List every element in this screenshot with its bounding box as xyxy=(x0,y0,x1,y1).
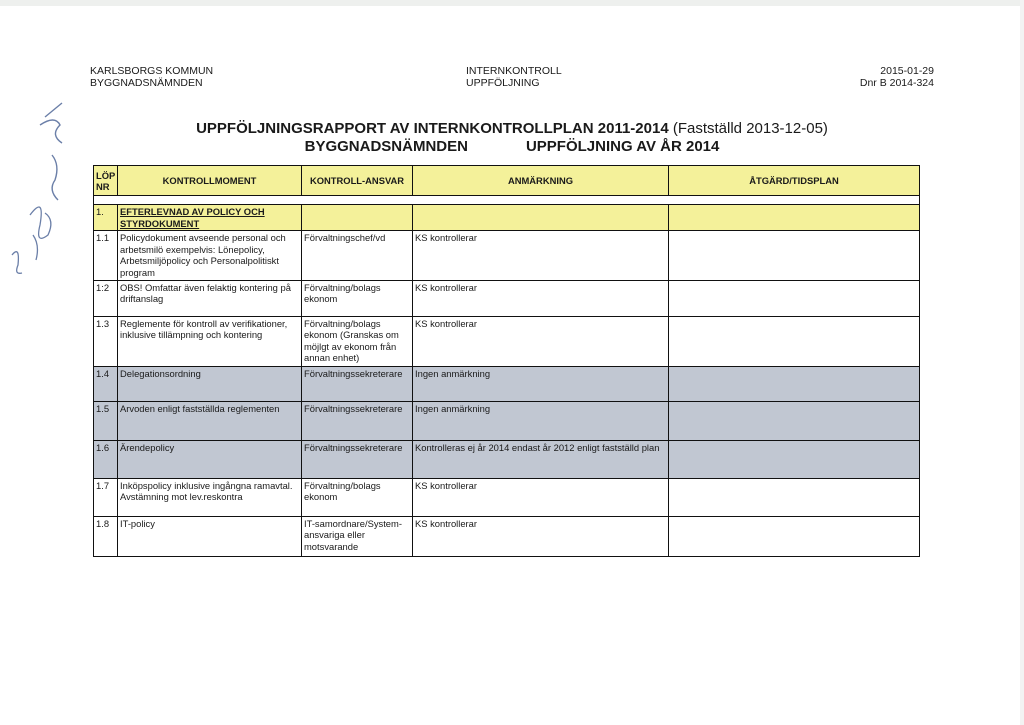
row-anmarkning: KS kontrollerar xyxy=(413,516,669,556)
row-nr: 1.4 xyxy=(94,366,118,401)
row-moment: Reglemente för kontroll av verifikationer, inklusive tillämpning och kontering xyxy=(118,316,302,366)
col-header-nr: LÖP NR xyxy=(94,166,118,196)
row-anmarkning: Ingen anmärkning xyxy=(413,401,669,440)
page-top-edge xyxy=(0,0,1024,6)
row-nr: 1.8 xyxy=(94,516,118,556)
row-moment: Arvoden enligt fastställda reglementen xyxy=(118,401,302,440)
row-anmarkning: KS kontrollerar xyxy=(413,316,669,366)
row-moment: Delegationsordning xyxy=(118,366,302,401)
org-unit: BYGGNADSNÄMNDEN xyxy=(90,77,203,89)
row-anmarkning: KS kontrollerar xyxy=(413,280,669,316)
row-ansvar: Förvaltningssekreterare xyxy=(302,401,413,440)
row-ansvar: Förvaltning/bolags ekonom (Granskas om möjlgt av ekonom från annan enhet) xyxy=(302,316,413,366)
title-adopted-date: (Fastställd 2013-12-05) xyxy=(668,120,828,137)
table-row xyxy=(94,231,920,280)
row-anmarkning: Ingen anmärkning xyxy=(413,366,669,401)
doc-number: Dnr B 2014-324 xyxy=(859,77,934,89)
col-header-ansvar: KONTROLL-ANSVAR xyxy=(302,166,413,196)
table-row xyxy=(94,366,920,401)
col-header-atgard: ÅTGÄRD/TIDSPLAN xyxy=(669,166,920,196)
row-ansvar: Förvaltningssekreterare xyxy=(302,440,413,478)
org-name: KARLSBORGS KOMMUN xyxy=(90,65,214,77)
row-atgard xyxy=(669,401,920,440)
row-ansvar: Förvaltningssekreterare xyxy=(302,366,413,401)
row-atgard xyxy=(669,440,920,478)
col-header-moment: KONTROLLMOMENT xyxy=(118,166,302,196)
row-anmarkning: KS kontrollerar xyxy=(413,231,669,280)
handwritten-signature xyxy=(0,95,80,695)
table-row xyxy=(94,478,920,516)
section-label: EFTERLEVNAD AV POLICY OCH STYRDOKUMENT xyxy=(118,205,302,231)
table-header-row xyxy=(94,166,920,196)
page-title xyxy=(0,120,1024,156)
row-anmarkning: Kontrolleras ej år 2014 endast år 2012 enligt fastställd plan xyxy=(413,440,669,478)
table-row xyxy=(94,316,920,366)
row-nr: 1:2 xyxy=(94,280,118,316)
row-ansvar: Förvaltning/bolags ekonom xyxy=(302,280,413,316)
row-atgard xyxy=(669,478,920,516)
row-nr: 1.6 xyxy=(94,440,118,478)
header-organization xyxy=(90,65,213,89)
row-ansvar: Förvaltningschef/vd xyxy=(302,231,413,280)
section-row xyxy=(94,205,920,231)
row-ansvar: IT-samordnare/System-ansvariga eller motsvarande xyxy=(302,516,413,556)
header-reference xyxy=(860,65,934,89)
row-nr: 1.1 xyxy=(94,231,118,280)
row-nr: 1.5 xyxy=(94,401,118,440)
doc-subtype: UPPFÖLJNING xyxy=(466,77,540,89)
section-nr: 1. xyxy=(94,205,118,231)
row-moment: IT-policy xyxy=(118,516,302,556)
page-right-edge xyxy=(1020,0,1024,725)
title-board: BYGGNADSNÄMNDEN xyxy=(304,138,468,155)
table-row xyxy=(94,280,920,316)
doc-date: 2015-01-29 xyxy=(880,65,934,77)
row-ansvar: Förvaltning/bolags ekonom xyxy=(302,478,413,516)
row-moment: Policydokument avseende personal och arbetsmilö exempelvis: Lönepolicy, Arbetsmiljöpolicy och Personalpolitiskt program xyxy=(118,231,302,280)
row-atgard xyxy=(669,316,920,366)
row-atgard xyxy=(669,231,920,280)
row-moment: OBS! Omfattar även felaktig kontering på driftanslag xyxy=(118,280,302,316)
doc-type: INTERNKONTROLL xyxy=(466,65,562,77)
table-row xyxy=(94,516,920,556)
table-row xyxy=(94,401,920,440)
row-atgard xyxy=(669,366,920,401)
row-moment: Inköpspolicy inklusive ingångna ramavtal. Avstämning mot lev.reskontra xyxy=(118,478,302,516)
col-header-anmarkning: ANMÄRKNING xyxy=(413,166,669,196)
control-plan-table xyxy=(93,165,920,557)
table-row xyxy=(94,440,920,478)
row-nr: 1.3 xyxy=(94,316,118,366)
row-anmarkning: KS kontrollerar xyxy=(413,478,669,516)
title-main: UPPFÖLJNINGSRAPPORT AV INTERNKONTROLLPLAN 2011-2014 xyxy=(196,120,669,137)
row-moment: Ärendepolicy xyxy=(118,440,302,478)
row-nr: 1.7 xyxy=(94,478,118,516)
title-followup-year: UPPFÖLJNING AV ÅR 2014 xyxy=(525,138,720,155)
row-atgard xyxy=(669,280,920,316)
header-document-type xyxy=(466,65,562,89)
row-atgard xyxy=(669,516,920,556)
